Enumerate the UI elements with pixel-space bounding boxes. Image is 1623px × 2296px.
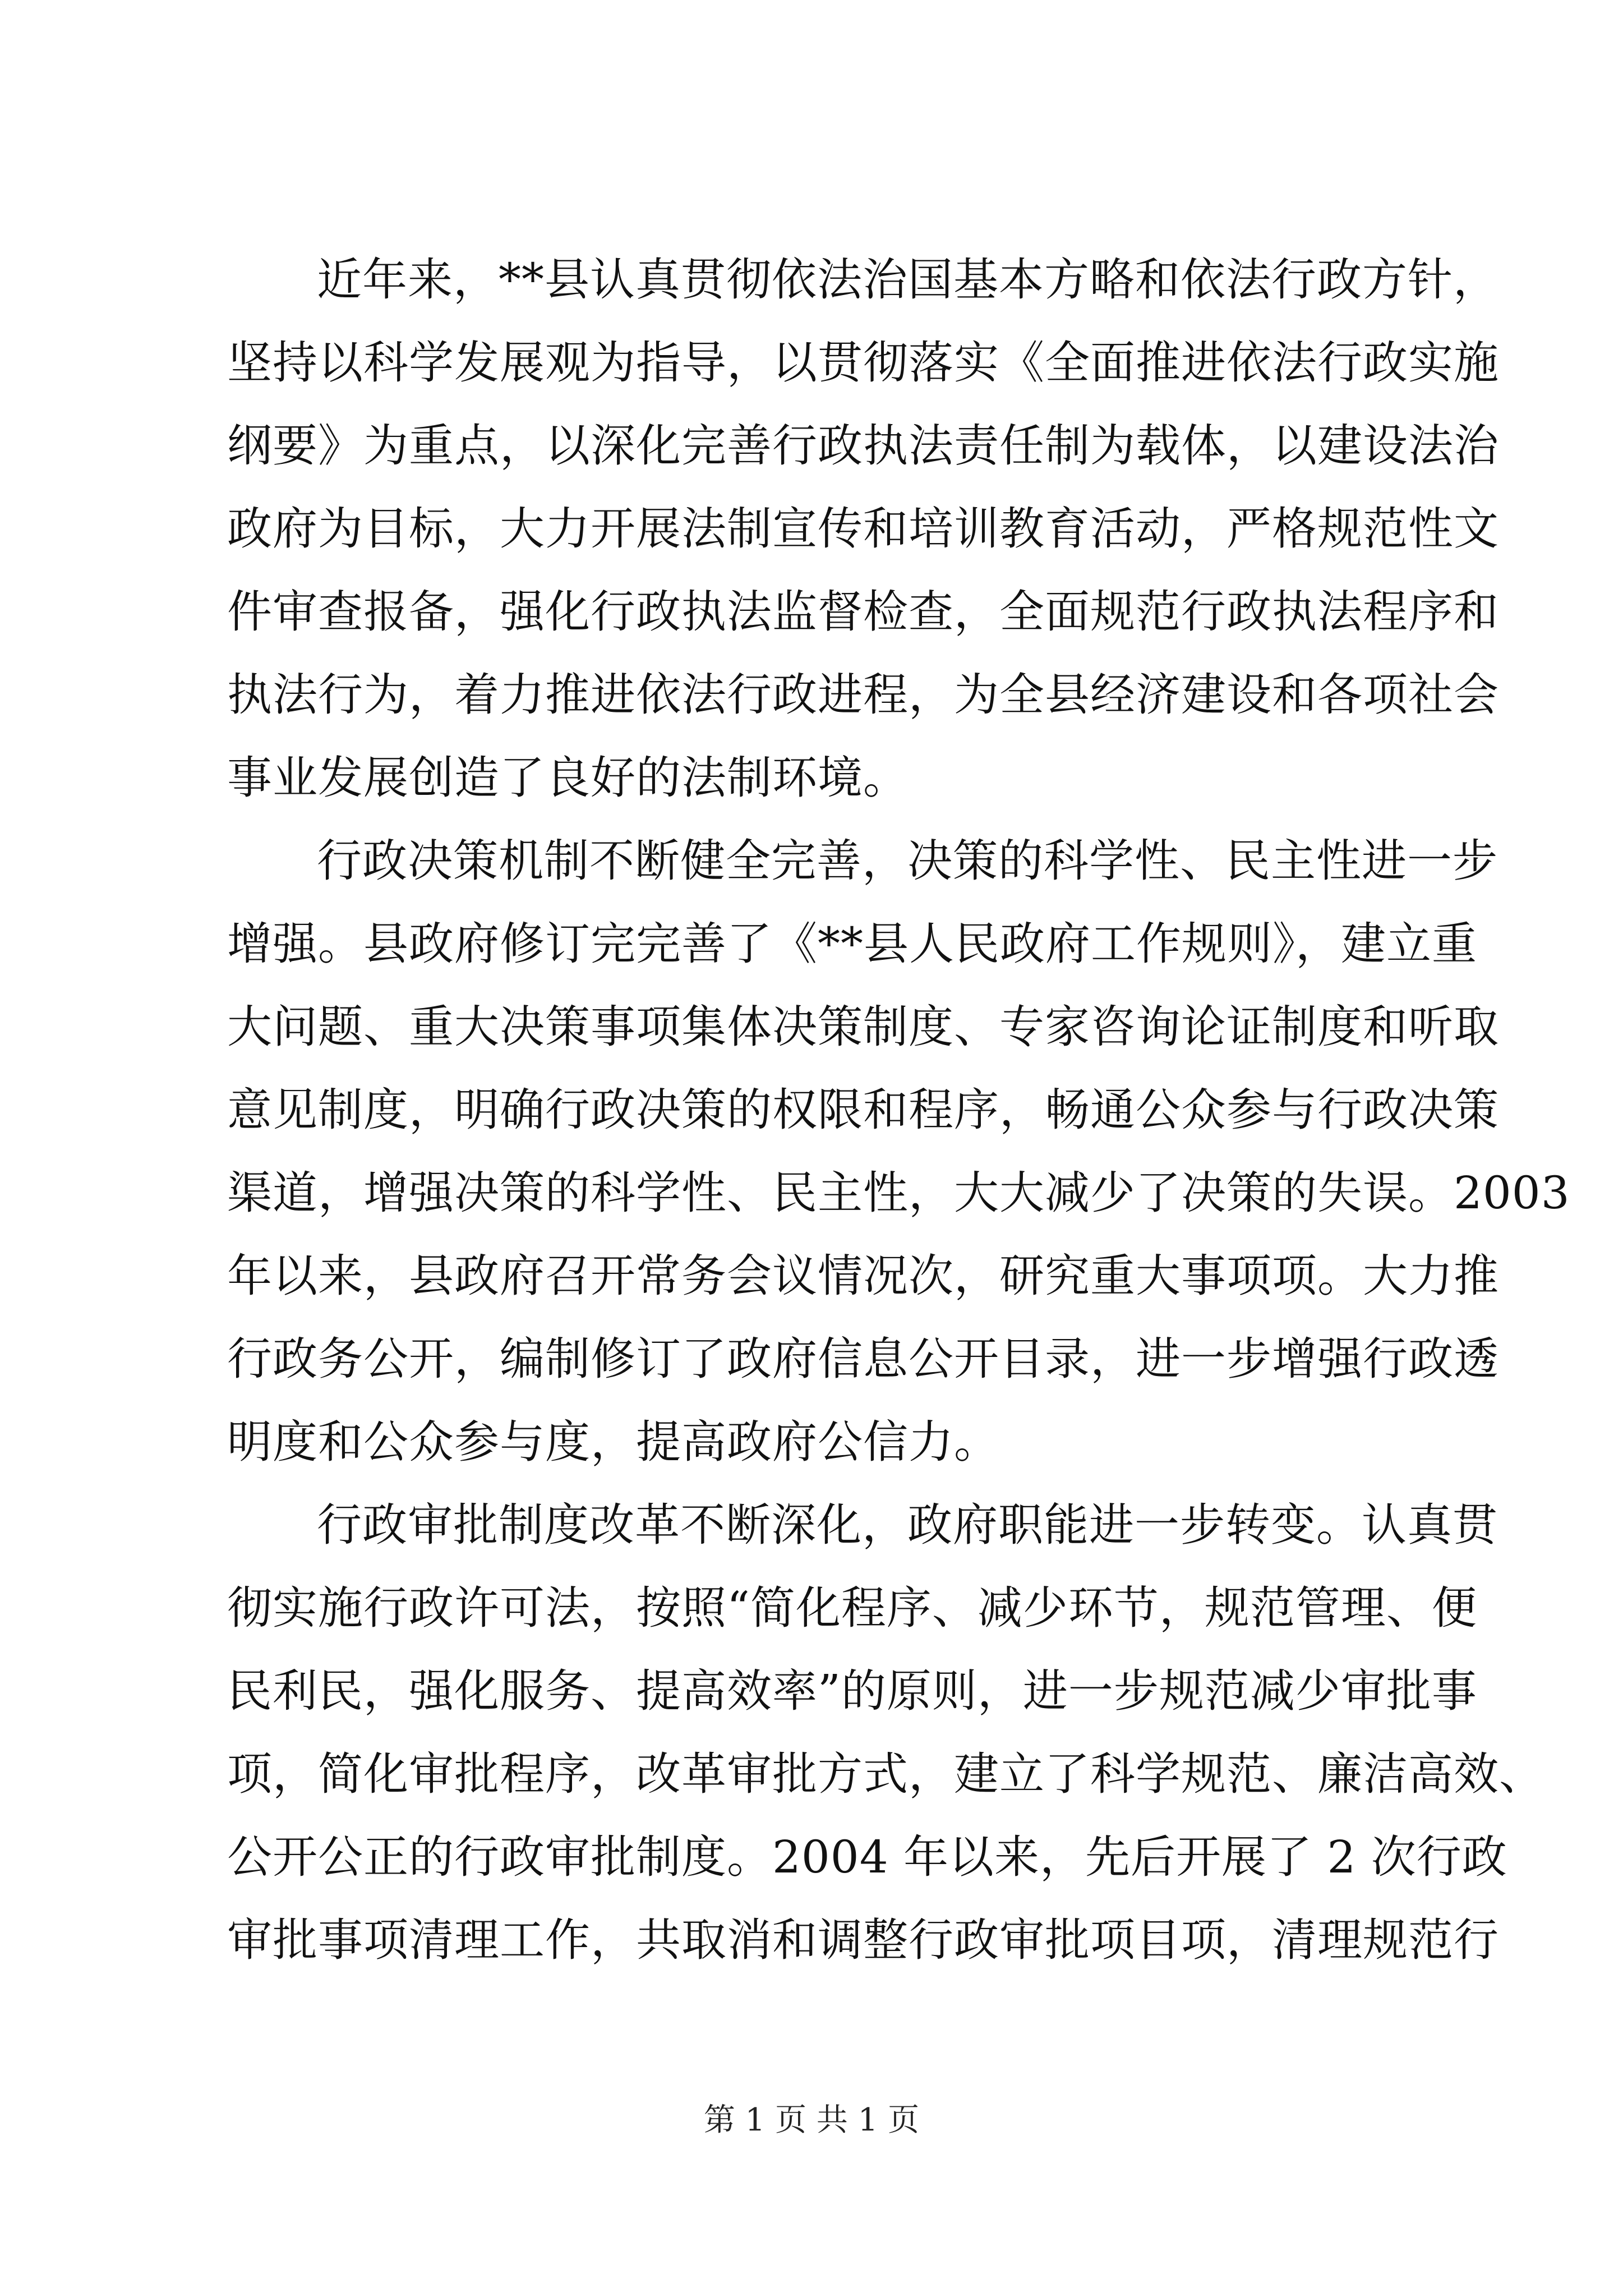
- text-line: 渠道，增强决策的科学性、民主性，大大减少了决策的失误。2003: [227, 1167, 1570, 1219]
- page-number-footer: 第 1 页 共 1 页: [703, 2102, 920, 2138]
- text-line: 件审查报备，强化行政执法监督检查，全面规范行政执法程序和: [227, 586, 1499, 638]
- text-line: 大问题、重大决策事项集体决策制度、专家咨询论证制度和听取: [227, 1001, 1499, 1053]
- text-line: 事业发展创造了良好的法制环境。: [227, 752, 909, 804]
- document-body: [227, 238, 1570, 1982]
- paragraph-3: [227, 1484, 1544, 1982]
- text-line: 政府为目标，大力开展法制宣传和培训教育活动，严格规范性文: [227, 503, 1499, 555]
- text-line: 行政审批制度改革不断深化，政府职能进一步转变。认真贯: [317, 1499, 1498, 1551]
- text-line: 民利民，强化服务、提高效率”的原则，进一步规范减少审批事: [227, 1665, 1477, 1717]
- paragraph-2: [227, 820, 1570, 1484]
- text-line: 纲要》为重点，以深化完善行政执法责任制为载体，以建设法治: [227, 420, 1499, 472]
- text-line: 行政务公开，编制修订了政府信息公开目录，进一步增强行政透: [227, 1333, 1499, 1385]
- text-line: 公开公正的行政审批制度。2004 年以来，先后开展了 2 次行政: [227, 1831, 1507, 1883]
- paragraph-1: [227, 238, 1499, 820]
- text-line: 增强。县政府修订完完善了《**县人民政府工作规则》，建立重: [227, 918, 1477, 970]
- text-line: 行政决策机制不断健全完善，决策的科学性、民主性进一步: [317, 835, 1498, 887]
- text-line: 审批事项清理工作，共取消和调整行政审批项目项，清理规范行: [227, 1914, 1499, 1966]
- text-line: 彻实施行政许可法，按照“简化程序、减少环节，规范管理、便: [227, 1582, 1477, 1634]
- text-line: 年以来，县政府召开常务会议情况次，研究重大事项项。大力推: [227, 1250, 1499, 1302]
- text-line: 明度和公众参与度，提高政府公信力。: [227, 1416, 999, 1468]
- text-line: 项，简化审批程序，改革审批方式，建立了科学规范、廉洁高效、: [227, 1748, 1544, 1800]
- text-line: 执法行为，着力推进依法行政进程，为全县经济建设和各项社会: [227, 669, 1499, 721]
- text-line: 意见制度，明确行政决策的权限和程序，畅通公众参与行政决策: [227, 1084, 1499, 1136]
- text-line: 坚持以科学发展观为指导，以贯彻落实《全面推进依法行政实施: [227, 337, 1499, 389]
- text-line: 近年来，**县认真贯彻依法治国基本方略和依法行政方针，: [317, 254, 1498, 306]
